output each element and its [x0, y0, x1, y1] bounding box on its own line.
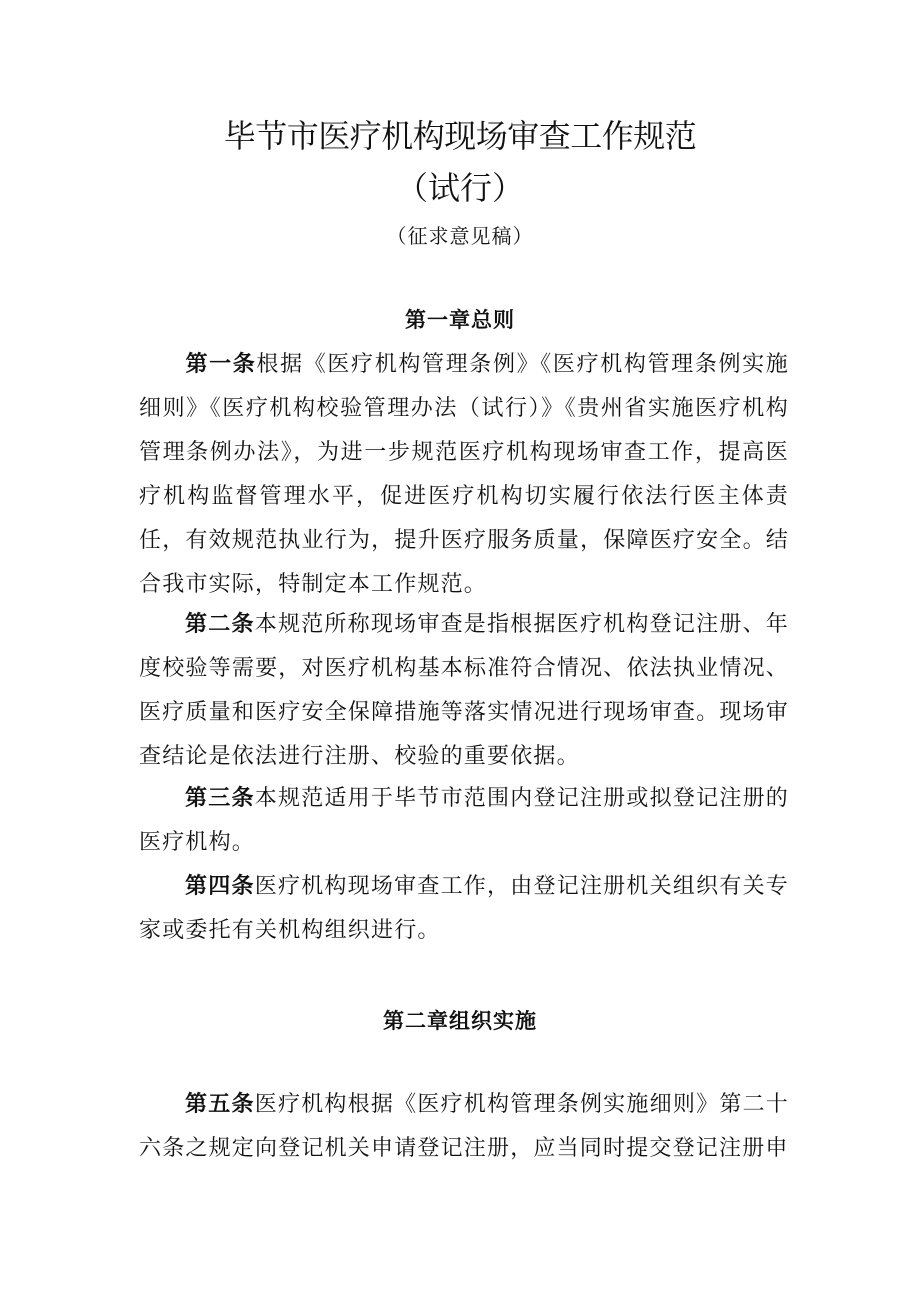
chapter-heading: 第二章组织实施 [383, 1008, 537, 1033]
article-text: 根据《医疗机构管理条例》《医疗机构管理条例实施细则》《医疗机构校验管理办法（试行）》《贵州省实施医疗机构管理条例办法》，为进一步规范医疗机构现场审查工作，提高医疗机构监督管理水平，促进医疗机构切实履行依法行医主体责任，有效规范执业行为，提升医疗服务质量，保障医疗安全。结合我市实际，特制定本工作规范。 [139, 352, 789, 597]
article-number: 第三条 [185, 785, 255, 811]
article-number: 第二条 [185, 611, 255, 637]
article-number: 第四条 [185, 873, 255, 899]
article-text: 本规范适用于毕节市范围内登记注册或拟登记注册的医疗机构。 [139, 786, 789, 855]
chapter-heading: 第一章总则 [405, 307, 515, 332]
article-number: 第五条 [185, 1091, 255, 1117]
document-title: 毕节市医疗机构现场审查工作规范 [223, 117, 697, 155]
article-text: 医疗机构根据《医疗机构管理条例实施细则》第二十六条之规定向登记机关申请登记注册，应当同时提交登记注册申 [139, 1092, 789, 1161]
article-number: 第一条 [185, 351, 257, 377]
draft-note: （征求意见稿） [386, 224, 534, 248]
document-subtitle: （试行） [395, 169, 524, 207]
article-text: 医疗机构现场审查工作，由登记注册机关组织有关专家或委托有关机构组织进行。 [139, 874, 789, 943]
article-paragraph [139, 1082, 789, 1171]
article-text: 本规范所称现场审查是指根据医疗机构登记注册、年度校验等需要，对医疗机构基本标准符合情况、依法执业情况、医疗质量和医疗安全保障措施等落实情况进行现场审查。现场审查结论是依法进行注册、校验的重要依据。 [139, 612, 789, 769]
article-paragraph [139, 776, 789, 865]
article-paragraph [139, 602, 789, 779]
article-paragraph [139, 864, 789, 953]
article-paragraph [139, 342, 789, 607]
